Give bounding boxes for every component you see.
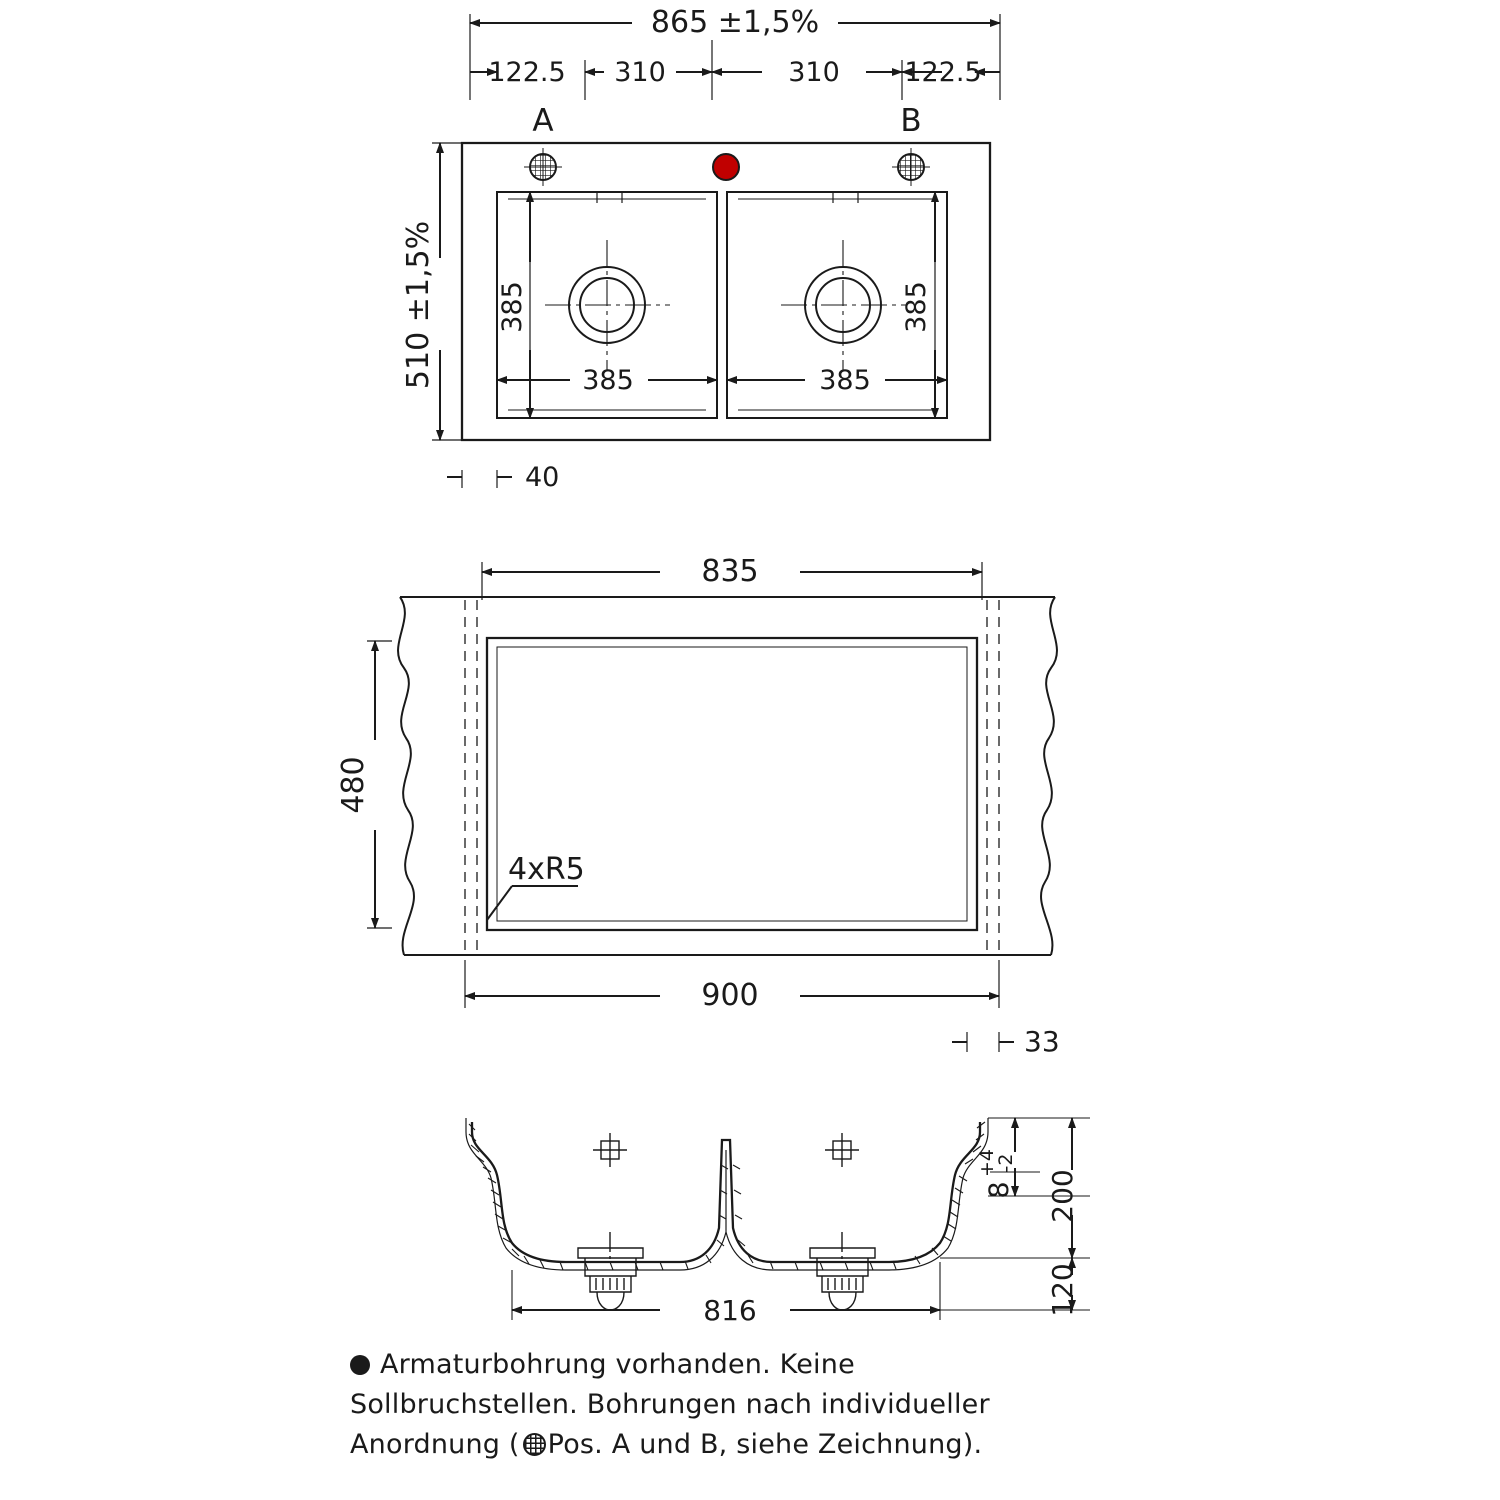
dim-cutout-depth: 480 — [336, 756, 371, 814]
filled-dot-icon — [350, 1355, 370, 1375]
dim-bowl-height: 200 — [1046, 1169, 1079, 1223]
dim-rim-width: 40 — [525, 462, 560, 493]
dim-edge-offset: 33 — [1024, 1025, 1060, 1058]
dim-chain-4: 122.5 — [904, 57, 982, 88]
dim-overall-depth: 510 ±1,5% — [401, 220, 436, 390]
dim-chain-1: 122.5 — [488, 57, 566, 88]
dim-bowl-right-depth: 385 — [901, 281, 932, 333]
dim-worktop-thickness: 8 — [984, 1181, 1015, 1199]
note-line-1: Armaturbohrung vorhanden. Keine — [380, 1349, 855, 1380]
drawing-note — [350, 1345, 1350, 1465]
dim-sink-width: 900 — [701, 978, 759, 1013]
dim-bottom-width: 816 — [703, 1294, 757, 1327]
dim-chain-2: 310 — [614, 57, 666, 88]
hatched-dot-icon — [523, 1433, 546, 1456]
dim-bowl-left-width: 385 — [582, 365, 634, 396]
note-line-3b: Pos. A und B, siehe Zeichnung). — [547, 1429, 983, 1460]
hole-label-a: A — [532, 103, 554, 139]
dim-drain-height: 120 — [1046, 1263, 1079, 1317]
dim-cutout-width: 835 — [701, 554, 759, 589]
dim-bowl-right-width: 385 — [819, 365, 871, 396]
dim-corner-radius: 4xR5 — [508, 852, 585, 887]
dim-overall-width: 865 ±1,5% — [650, 5, 820, 40]
hole-label-b: B — [900, 103, 922, 139]
dim-tolerance-plus: +4 — [976, 1148, 998, 1178]
dim-tolerance-minus: -2 — [995, 1153, 1017, 1173]
note-line-2: Sollbruchstellen. Bohrungen nach individueller — [350, 1389, 990, 1420]
dim-bowl-left-depth: 385 — [497, 281, 528, 333]
dim-chain-3: 310 — [788, 57, 840, 88]
note-line-3a: Anordnung ( — [350, 1429, 520, 1460]
